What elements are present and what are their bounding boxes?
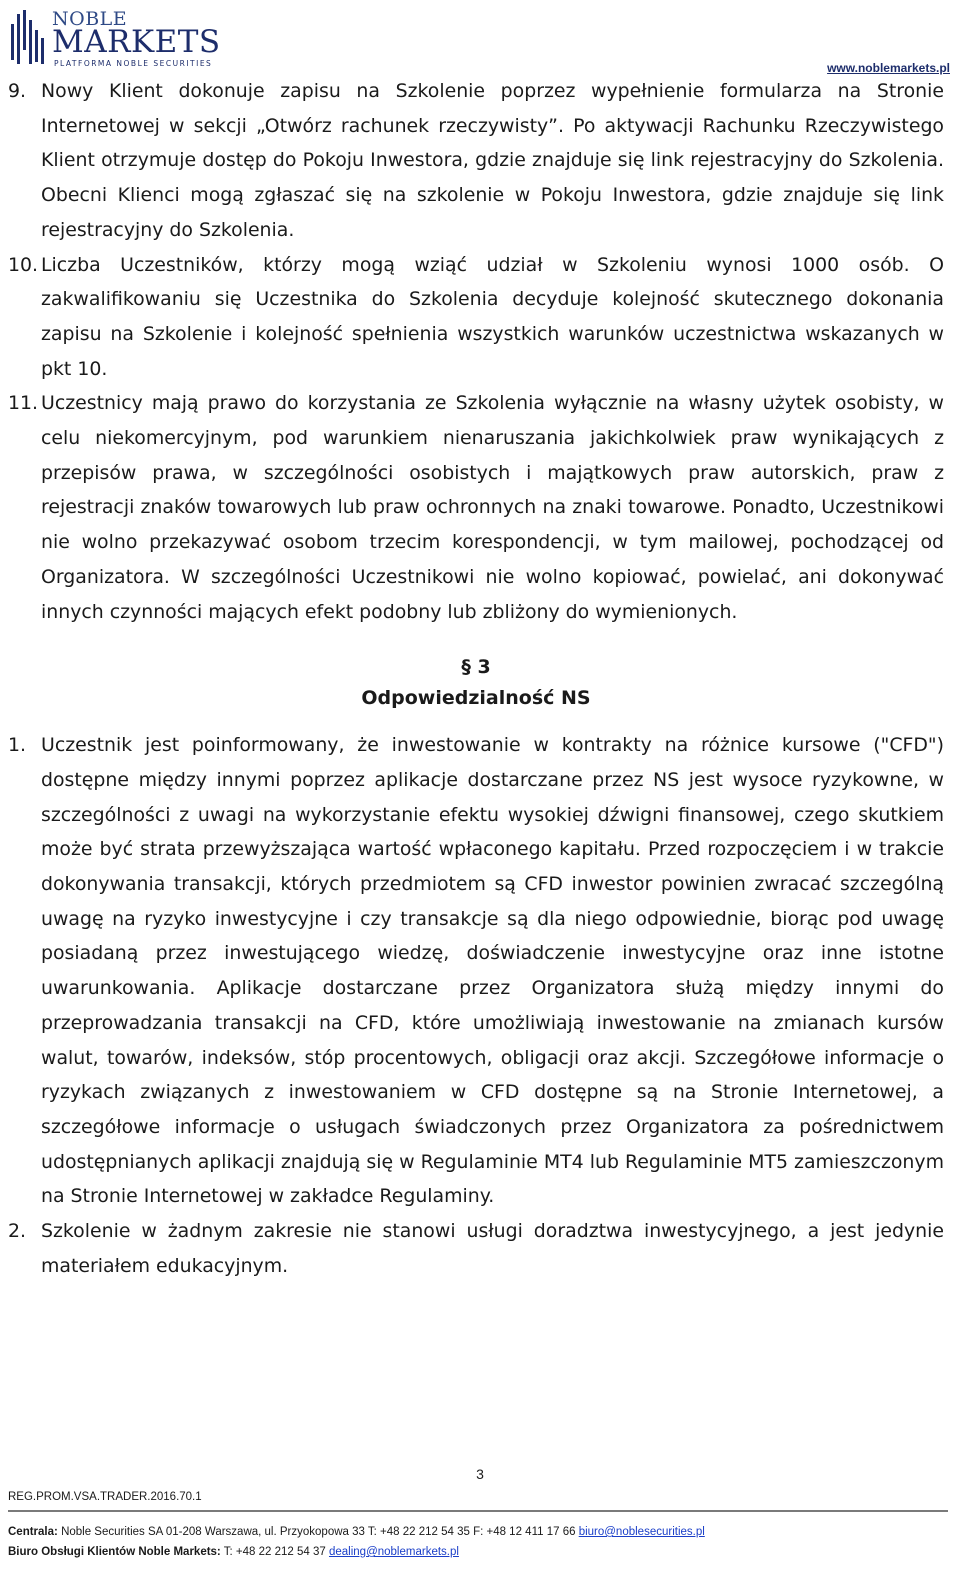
footer-hq-line bbox=[8, 1522, 948, 1542]
section-heading bbox=[8, 652, 944, 714]
section-number: § 3 bbox=[461, 656, 491, 679]
noble-markets-logo bbox=[8, 2, 238, 72]
list-item bbox=[8, 386, 944, 629]
footer-hq-text: Noble Securities SA 01-208 Warszawa, ul. Przyokopowa 33 T: +48 22 212 54 35 F: +48 12 411 17 66 bbox=[61, 1526, 576, 1538]
list-item bbox=[8, 1214, 944, 1283]
list-item bbox=[8, 74, 944, 248]
footer-hq-label: Centrala: bbox=[8, 1526, 58, 1538]
footer-office-line bbox=[8, 1542, 948, 1562]
document-code: REG.PROM.VSA.TRADER.2016.70.1 bbox=[8, 1491, 202, 1503]
page-footer bbox=[8, 1522, 948, 1562]
page-header bbox=[0, 0, 960, 80]
item-number: 10. bbox=[8, 253, 39, 276]
item-text: Szkolenie w żadnym zakresie nie stanowi usługi doradztwa inwestycyjnego, a jest jedynie materiałem edukacyjnym. bbox=[41, 1220, 944, 1277]
section-title: Odpowiedzialność NS bbox=[361, 687, 591, 710]
hq-email-link[interactable]: biuro@noblesecurities.pl bbox=[578, 1526, 705, 1538]
item-text: Uczestnicy mają prawo do korzystania ze Szkolenia wyłącznie na własny użytek osobisty, w celu niekomercyjnym, pod warunkiem nienaruszania jakichkolwiek praw wynikających z przepisów prawa, w szczególności osobistych i majątkowych praw autorskich, praw z rejestracji znaków towarowych lub praw ochronnych na znaki towarowe. Ponadto, Uczestnikowi nie wolno przekazywać osobom trzecim korespondencji, w tym mailowej, pochodzącej od Organizatora. W szczególności Uczestnikowi nie wolno kopiować, powielać, ani dokonywać innych czynności mających efekt podobny lub zbliżony do wymienionych. bbox=[41, 392, 944, 623]
list-item bbox=[8, 728, 944, 1214]
candlestick-logo-icon bbox=[8, 10, 50, 66]
item-number: 9. bbox=[8, 80, 27, 102]
logo-markets-text: MARKETS bbox=[52, 24, 221, 60]
page-number: 3 bbox=[476, 1466, 484, 1482]
logo-noble-text: NOBLE bbox=[52, 8, 128, 30]
logo-tagline: PLATFORMA NOBLE SECURITIES bbox=[54, 59, 213, 68]
footer-office-label: Biuro Obsługi Klientów Noble Markets: bbox=[8, 1546, 221, 1558]
document-body bbox=[8, 74, 944, 1284]
site-url-link[interactable]: www.noblemarkets.pl bbox=[827, 61, 950, 75]
item-number: 1. bbox=[8, 734, 27, 757]
footer-divider bbox=[8, 1510, 948, 1512]
footer-office-text: T: +48 22 212 54 37 bbox=[223, 1546, 326, 1558]
item-text: Uczestnik jest poinformowany, że inwestowanie w kontrakty na różnice kursowe ("CFD") dostępne między innymi poprzez aplikacje dostarczane przez NS jest wysoce ryzykowne, w szczególności z uwagi na wykorzystanie efektu wysokiej dźwigni finansowej, czego skutkiem może być strata przewyższająca wartość wpłaconego kapitału. Przed rozpoczęciem i w trakcie dokonywania transakcji, których przedmiotem są CFD inwestor powinien zwracać szczególną uwagę na ryzyko inwestycyjne i czy transakcje są dla niego odpowiednie, biorąc pod uwagę posiadaną przez inwestującego wiedzę, doświadczenie inwestycyjne oraz inne istotne uwarunkowania. Aplikacje dostarczane przez Organizatora służą między innymi do przeprowadzania transakcji na CFD, które umożliwiają inwestowanie na zmianach kursów walut, towarów, indeksów, stóp procentowych, obligacji oraz akcji. Szczegółowe informacje o ryzykach związanych z inwestowaniem w CFD dostępne są na Stronie Internetowej, a szczegółowe informacje o usługach świadczonych przez Organizatora za pośrednictwem udostępnianych aplikacji znajdują się w Regulaminie MT4 lub Regulaminie MT5 zamieszczonym na Stronie Internetowej w zakładce Regulaminy. bbox=[41, 734, 944, 1208]
item-text: Liczba Uczestników, którzy mogą wziąć udział w Szkoleniu wynosi 1000 osób. O zakwalifikowaniu się Uczestnika do Szkolenia decyduje kolejność skutecznego dokonania zapisu na Szkolenie i kolejność spełnienia wszystkich warunków uczestnictwa wskazanych w pkt 10. bbox=[41, 253, 944, 380]
item-text: Nowy Klient dokonuje zapisu na Szkolenie poprzez wypełnienie formularza na Stronie Internetowej w sekcji „Otwórz rachunek rzeczywisty”. Po aktywacji Rachunku Rzeczywistego Klient otrzymuje dostęp do Pokoju Inwestora, gdzie znajduje się link rejestracyjny do Szkolenia. Obecni Klienci mogą zgłaszać się na szkolenie w Pokoju Inwestora, gdzie znajduje się link rejestracyjny do Szkolenia. bbox=[41, 80, 944, 241]
item-number: 2. bbox=[8, 1220, 27, 1243]
list-item bbox=[8, 248, 944, 387]
item-number: 11. bbox=[8, 392, 39, 415]
dealing-email-link[interactable]: dealing@noblemarkets.pl bbox=[328, 1546, 459, 1558]
